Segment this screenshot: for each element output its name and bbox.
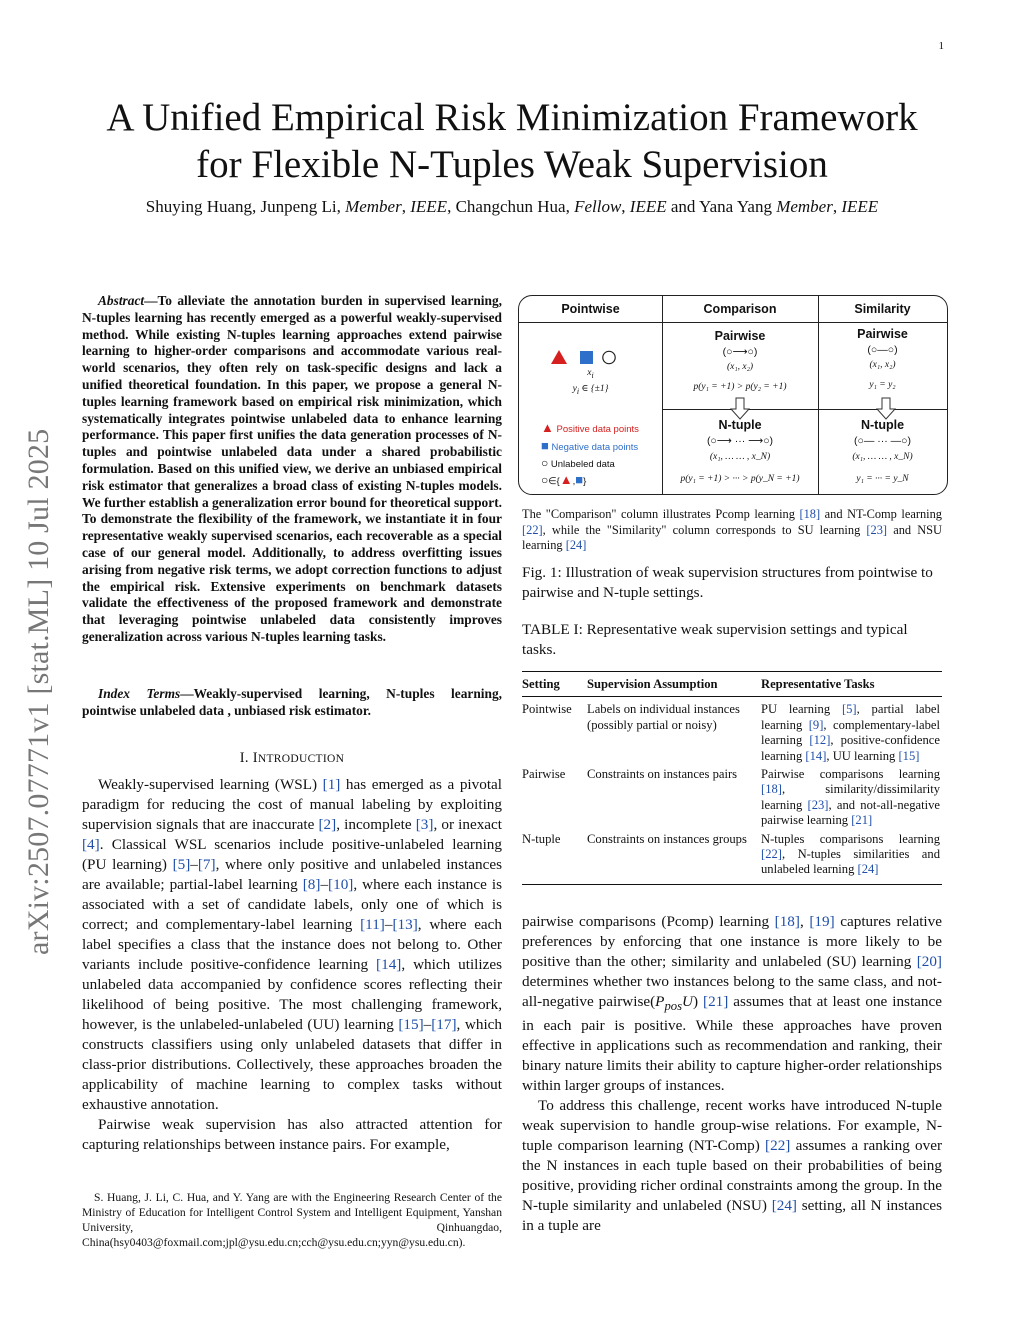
- math-p: P: [655, 993, 665, 1010]
- text: x: [587, 368, 592, 378]
- section-heading-introduction: [82, 750, 502, 767]
- table-header-cell: Supervision Assumption: [587, 677, 718, 691]
- text: Unlabeled data: [550, 459, 615, 470]
- citation-link[interactable]: [24]: [565, 538, 587, 552]
- citation-link[interactable]: [22]: [522, 522, 543, 537]
- citation-link[interactable]: [15]: [398, 1016, 424, 1033]
- legend-negative: ■ Negative data points: [541, 438, 639, 453]
- comparison-ntuple-tuple: (x₁, … … , x_N): [709, 452, 771, 462]
- index-terms-text: —Weakly-supervised learning, N-tuples learning, pointwise unlabeled data , unbiased risk estimator.: [82, 686, 502, 718]
- citation-link[interactable]: [21]: [851, 813, 873, 828]
- supervision-settings-table: [522, 671, 942, 885]
- citation-link[interactable]: [11]: [360, 916, 385, 933]
- text: –: [423, 1016, 432, 1033]
- title-line-1: A Unified Empirical Risk Minimization Framework: [106, 96, 918, 139]
- figure-divider: [818, 296, 819, 494]
- section-number: I.: [239, 750, 253, 766]
- citation-link[interactable]: [17]: [431, 1016, 457, 1033]
- citation-link[interactable]: [22]: [765, 1137, 791, 1155]
- text: and NSU learning: [522, 522, 943, 552]
- paper-title: [0, 94, 1024, 188]
- table-row: [522, 697, 942, 767]
- text: Weakly-supervised learning (WSL): [98, 776, 323, 793]
- table-cell-setting: Pairwise: [522, 767, 566, 782]
- table-header-cell: Representative Tasks: [761, 677, 875, 691]
- similarity-pairwise-title: Pairwise: [857, 327, 908, 341]
- figure-caption: Fig. 1: Illustration of weak supervision structures from pointwise to pairwise and N-tuple settings.: [522, 564, 933, 601]
- text: i: [591, 370, 594, 380]
- table-cell-tasks: [761, 697, 942, 767]
- text: , UU learning: [826, 748, 899, 763]
- citation-link[interactable]: [3]: [415, 816, 434, 833]
- citation-link[interactable]: [15]: [898, 748, 920, 763]
- similarity-pairwise-equation: y₁ = y₂: [869, 380, 896, 390]
- comparison-header: Comparison: [703, 302, 777, 316]
- text: and NT-Comp learning: [820, 507, 943, 521]
- text: The "Comparison" column illustrates Pcomp learning: [522, 507, 800, 521]
- text: , which utilizes unlabeled data accompanied by confidence scores reflecting their likelihood of being positive. The most challenging framework, however, is the unlabeled-unlabeled (UU) learning: [82, 956, 503, 1033]
- table-cell-setting: N-tuple: [522, 831, 561, 846]
- comparison-ntuple-graph: (○⟶ ··· ⟶○): [706, 435, 774, 447]
- title-line-2: for Flexible N-Tuples Weak Supervision: [196, 143, 828, 186]
- citation-link[interactable]: [14]: [376, 956, 402, 973]
- text: , partial label learning: [761, 702, 940, 732]
- author-sep-1: ,: [401, 197, 411, 216]
- text: , while the "Similarity" column corresponds to SU learning: [542, 522, 867, 537]
- text: PU learning: [761, 702, 842, 717]
- author-list: [0, 197, 1024, 217]
- section-title-rest: NTRODUCTION: [257, 753, 345, 765]
- citation-link[interactable]: [18]: [761, 782, 782, 797]
- citation-link[interactable]: [22]: [761, 847, 782, 862]
- citation-link[interactable]: [24]: [771, 1197, 797, 1215]
- similarity-ntuple-tuple: (x₁, … … , x_N): [852, 452, 913, 462]
- text: , where each instance is associated with a set of candidate labels, only one of which is correct; and complementary-label learning: [82, 876, 502, 933]
- table-cell-tasks: [761, 767, 942, 832]
- author-names-3: and Yana Yang: [666, 197, 777, 216]
- table-row: [522, 767, 942, 832]
- text: ∈ {±1}: [579, 384, 609, 394]
- unlabeled-circle-icon: [603, 351, 615, 363]
- text: ): [693, 993, 704, 1010]
- text: , similarity/dissimilarity learning: [761, 782, 940, 812]
- similarity-pairwise-graph: (○—○): [867, 344, 898, 356]
- arxiv-identifier: arXiv:2507.07771v1 [stat.ML] 10 Jul 2025: [22, 428, 55, 955]
- table-cell-setting: Pointwise: [522, 702, 572, 717]
- text: setting, all N instances in a tuple are: [522, 1197, 942, 1235]
- author-affiliation-footnote: S. Huang, J. Li, C. Hua, and Y. Yang are with the Engineering Research Center of the Ministry of Education for Intelligent Control System and Intelligent Equipment, Yanshan University, Qinhuangdao, China(hsy0403@foxmail.com;jpl@ysu.edu.cn;cch@ysu.edu.cn;yyn@ysu.edu.cn).: [82, 1191, 502, 1249]
- right-column-body: [522, 912, 942, 1236]
- author-names-2: , Changchun Hua,: [447, 197, 575, 216]
- text: To address this challenge, recent works have introduced N-tuple weak supervision to handle group-wise relations. For example, N-tuple comparison learning (NT-Comp): [522, 1097, 942, 1155]
- similarity-ntuple-title: N-tuple: [860, 418, 905, 432]
- similarity-pairwise-tuple: (x₁, x₂): [869, 360, 896, 370]
- comparison-ntuple-title: N-tuple: [718, 418, 762, 432]
- citation-link[interactable]: [9]: [808, 717, 824, 732]
- citation-link[interactable]: [23]: [866, 522, 888, 537]
- author-sep-3: ,: [832, 197, 842, 216]
- comparison-pairwise-title: Pairwise: [714, 329, 766, 343]
- table-cell-tasks: [761, 832, 942, 885]
- legend-unlabeled: ○ Unlabeled data: [541, 456, 615, 470]
- author-sep-2: ,: [621, 197, 630, 216]
- citation-link[interactable]: [19]: [809, 913, 835, 930]
- citation-link[interactable]: [7]: [197, 856, 216, 873]
- intro-paragraph-2: Pairwise weak supervision has also attracted attention for capturing relationships between instance pairs. For example,: [82, 1116, 502, 1153]
- text: assumes a ranking over the N instances in each tuple based on their probabilities of being positive, providing richer ordinal constraints among the group. In the N-tuple similarity and unlabeled (NSU): [522, 1137, 942, 1215]
- figure-weak-supervision-structures: [518, 295, 948, 495]
- figure-divider: [662, 296, 663, 494]
- math-pos: pos: [664, 999, 683, 1014]
- text: ∈{: [548, 476, 560, 487]
- similarity-ntuple-graph: (○— ··· —○): [853, 435, 911, 447]
- comparison-pairwise-tuple: (x₁, x₂): [726, 362, 754, 372]
- pointwise-header: Pointwise: [561, 302, 620, 316]
- paragraph-pairwise: [522, 912, 942, 1096]
- text: captures relative preferences by enforcing that one instance is more likely to be positive than the other; similarity and unlabeled (SU) learning: [522, 913, 942, 970]
- citation-link[interactable]: [4]: [82, 836, 100, 853]
- table-header-cell: Setting: [522, 677, 560, 691]
- table-caption: TABLE I: Representative weak supervision settings and typical tasks.: [522, 621, 908, 658]
- section-title-initial: I: [252, 750, 258, 766]
- text: pairwise comparisons (Pcomp) learning: [522, 913, 775, 930]
- citation-link[interactable]: [12]: [809, 733, 831, 748]
- text: determines whether two instances belong to the same class, and not-all-negative pairwise(: [522, 973, 942, 1010]
- author-role-3: Member: [776, 197, 833, 216]
- comparison-ntuple-equation: p(y₁ = +1) > ··· > p(y_N = +1): [680, 474, 800, 484]
- index-terms: [82, 686, 502, 720]
- text: , where only positive and unlabeled instances are available; partial-label learning: [82, 856, 502, 893]
- text: –: [190, 856, 198, 873]
- comparison-pairwise-equation: p(y₁ = +1) > p(y₂ = +1): [693, 382, 787, 392]
- text: , and not-all-negative pairwise learning: [761, 797, 940, 828]
- citation-link[interactable]: [13]: [392, 916, 418, 933]
- author-ieee-2: IEEE: [629, 197, 667, 216]
- positive-triangle-icon: [551, 350, 567, 364]
- citation-link[interactable]: [23]: [807, 797, 829, 812]
- pointwise-symbols-icon: [549, 348, 619, 366]
- citation-link[interactable]: [14]: [805, 748, 827, 763]
- text: Pairwise comparisons learning: [761, 767, 940, 782]
- abstract-label: Abstract: [98, 293, 145, 308]
- citation-link[interactable]: [24]: [857, 862, 879, 877]
- figure-divider: [662, 409, 947, 410]
- text: , or inexact: [433, 816, 502, 833]
- citation-link[interactable]: [18]: [799, 507, 821, 521]
- table-header-row: [522, 672, 942, 697]
- legend-positive: ▲ Positive data points: [541, 420, 639, 435]
- similarity-ntuple-equation: y₁ = ··· = y_N: [856, 474, 909, 484]
- citation-link[interactable]: [10]: [328, 876, 354, 893]
- text: Positive data points: [556, 424, 639, 435]
- text: , N-tuples similarities and unlabeled learning: [761, 847, 940, 877]
- similarity-header: Similarity: [854, 302, 911, 316]
- text: }: [583, 476, 587, 487]
- introduction-body: [82, 775, 502, 1155]
- text: , complementary-label learning: [761, 717, 940, 748]
- text: N-tuples comparisons learning: [761, 831, 940, 846]
- author-ieee-1: IEEE: [410, 197, 448, 216]
- abstract: [82, 293, 502, 646]
- negative-square-icon: [580, 351, 593, 364]
- text: i: [576, 386, 580, 396]
- text: –: [384, 916, 393, 933]
- table-cell-assumption: Labels on individual instances (possibly partial or noisy): [587, 702, 740, 732]
- citation-link[interactable]: [18]: [774, 913, 800, 930]
- figure-divider: [519, 322, 947, 323]
- citation-link[interactable]: [1]: [322, 776, 341, 793]
- text: y: [572, 384, 577, 394]
- citation-link[interactable]: [5]: [841, 702, 857, 717]
- paragraph-ntuple: [522, 1096, 942, 1236]
- comparison-pairwise-graph: (○⟶○): [722, 346, 758, 358]
- citation-link[interactable]: [2]: [318, 816, 337, 833]
- text: Negative data points: [551, 442, 639, 453]
- intro-paragraph-1: [82, 775, 502, 1115]
- text: , incomplete: [336, 816, 416, 833]
- text: has emerged as a pivotal paradigm for reducing the cost of manual labeling by exploiting supervision signals that are inaccurate: [82, 776, 502, 833]
- author-names-1: Shuying Huang, Junpeng Li,: [145, 197, 346, 216]
- text: . Classical WSL scenarios include positive-unlabeled learning (PU learning): [82, 836, 502, 873]
- math-u: U: [682, 993, 693, 1010]
- table-cell-assumption: Constraints on instances pairs: [587, 767, 738, 782]
- text: , positive-confidence learning: [761, 733, 940, 763]
- pointwise-label: [519, 383, 662, 396]
- figure-note: [522, 507, 942, 554]
- table-row: [522, 832, 942, 885]
- citation-link[interactable]: [21]: [703, 993, 729, 1010]
- page-number: 1: [938, 40, 944, 52]
- author-role-2: Fellow: [574, 197, 622, 216]
- citation-link[interactable]: [5]: [172, 856, 191, 873]
- index-terms-label: Index Terms: [98, 686, 181, 701]
- text: –: [320, 876, 329, 893]
- text: , which constructs classifiers using only unlabeled datasets that differ in class-prior distributions. Collectively, these approaches broaden the applicability of machine learning to complex tasks without exhaustive annotation.: [82, 1016, 502, 1113]
- text: ,: [799, 913, 810, 930]
- author-role-1: Member: [345, 197, 402, 216]
- abstract-text: —To alleviate the annotation burden in supervised learning, N-tuples learning has recently emerged as a powerful weakly-supervised method. While existing N-tuples learning approaches extend pairwise learning to higher-order comparisons and accommodate various real-world scenarios, they often rely on task-specific designs and lack a unified theoretical foundation. In this paper, we propose a general N-tuples learning framework based on empirical risk minimization, which systematically integrates pointwise unlabeled data to enhance learning performance. This paper first unifies the data generation processes of N-tuples and pointwise unlabeled data under a shared probabilistic formulation. Based on this unified view, we derive an unbiased empirical risk estimator that generalizes a broad class of existing N-tuples models. We further establish a generalization error bound for theoretical support. To demonstrate the flexibility of the framework, we instantiate it in four representative weakly supervised scenarios, each recoverable as a special case of our general model. Additionally, to address overfitting issues arising from negative risk terms, we adopt correction functions to adjust the empirical risk. Extensive experiments on benchmark datasets validate the effectiveness of the proposed framework and demonstrate that leveraging pointwise unlabeled data consistently improves generalization across various N-tuples learning tasks.: [82, 293, 502, 644]
- citation-link[interactable]: [20]: [916, 953, 942, 970]
- pointwise-instance: [519, 368, 662, 380]
- legend-set: ○∈{▲,■}: [541, 472, 587, 487]
- text: assumes that at least one instance in each pair is positive. While these approaches have proven effective in applications such as recommendation and ranking, their binary nature limits their ability to capture higher-order relationships within larger groups of instances.: [522, 993, 942, 1095]
- table-cell-assumption: Constraints on instances groups: [587, 831, 747, 846]
- text: , where each label specifies a class that the instance does not belong to. Other variants include positive-confidence learning: [82, 916, 503, 973]
- citation-link[interactable]: [8]: [302, 876, 321, 893]
- author-ieee-3: IEEE: [841, 197, 879, 216]
